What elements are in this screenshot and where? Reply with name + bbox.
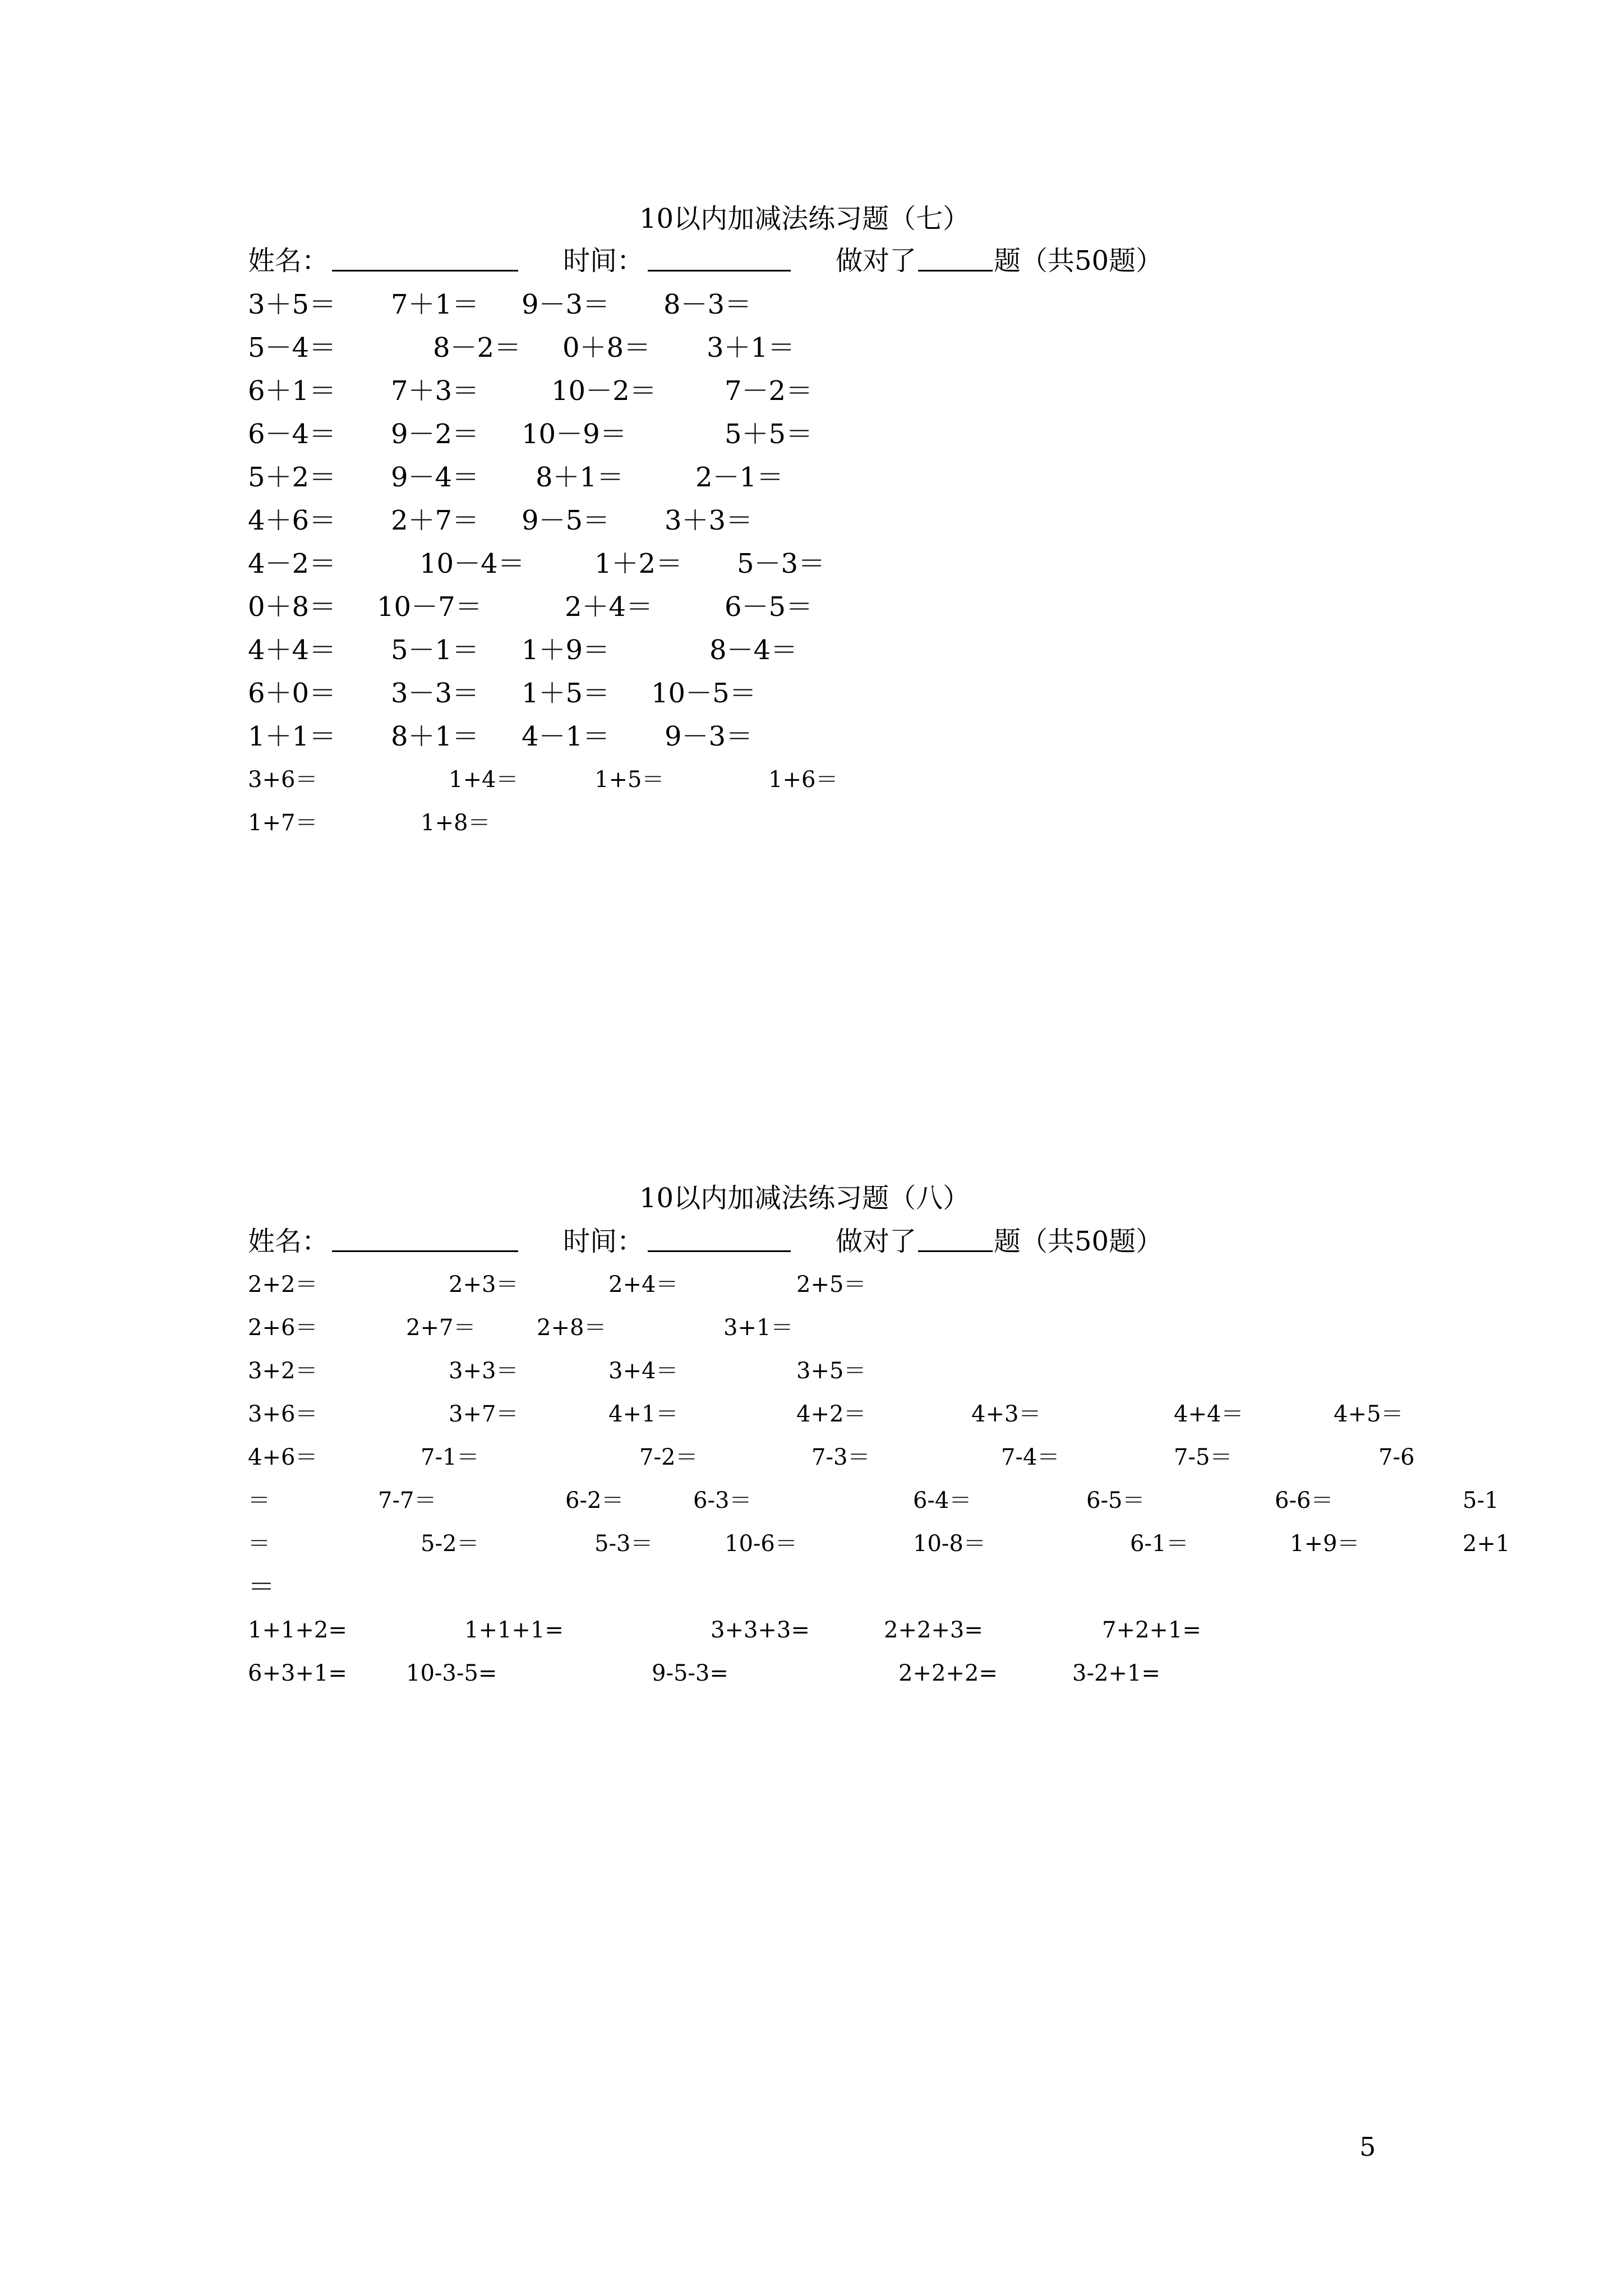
problem-item: 9－4＝ <box>391 462 479 493</box>
problem-item: 4+2＝ <box>796 1401 866 1427</box>
problem-item: 3－3＝ <box>391 678 479 709</box>
time-blank <box>648 1226 791 1259</box>
problem-item: 1＋2＝ <box>594 548 683 579</box>
problem-item: 7－2＝ <box>725 375 813 407</box>
problem-item: 2＋7＝ <box>391 505 479 536</box>
problem-item: ＝ <box>248 1488 270 1513</box>
problem-item: 4－2＝ <box>248 548 336 579</box>
problem-item: 10-8＝ <box>913 1531 986 1557</box>
total-label: 题（共50题） <box>994 245 1163 277</box>
problem-item: 3＋1＝ <box>707 332 795 364</box>
problem-item: 7+2+1= <box>1102 1617 1201 1643</box>
problem-item: 5－1＝ <box>391 634 479 666</box>
problem-item: 1+1+1= <box>464 1617 564 1643</box>
problem-item: 10－4＝ <box>419 548 525 579</box>
problem-item: 4+5＝ <box>1334 1401 1404 1427</box>
problem-item: 9-5-3= <box>652 1660 728 1686</box>
problem-item: 7＋3＝ <box>391 375 479 407</box>
problem-item: 5-1 <box>1463 1488 1499 1513</box>
problem-item: 10－2＝ <box>551 375 657 407</box>
problem-item: 9－2＝ <box>391 418 479 450</box>
problem-item: 3+6＝ <box>248 1401 318 1427</box>
problem-item: 8＋1＝ <box>536 462 624 493</box>
problem-item: 2+5＝ <box>796 1272 866 1297</box>
problem-item: 10－7＝ <box>377 591 482 623</box>
sheet7-title: 10以内加减法练习题（七） <box>639 203 970 234</box>
problem-item: 1+6＝ <box>768 767 838 793</box>
problem-item: 5＋2＝ <box>248 462 336 493</box>
problem-item: 9－5＝ <box>522 505 610 536</box>
problem-item: 5－3＝ <box>737 548 826 579</box>
problem-item: 4+6＝ <box>248 1444 318 1470</box>
time-blank <box>648 245 791 278</box>
problem-item: 0＋8＝ <box>562 332 651 364</box>
problem-item: 10-6＝ <box>725 1531 797 1557</box>
problem-item: 5＋5＝ <box>725 418 813 450</box>
problem-item: 2+2+2= <box>898 1660 998 1686</box>
time-label: 时间： <box>563 245 644 277</box>
problem-item: 6-6＝ <box>1275 1488 1334 1513</box>
problem-item: 4＋4＝ <box>248 634 336 666</box>
problem-item: 1+4＝ <box>449 767 519 793</box>
problem-item: 4+4＝ <box>1174 1401 1244 1427</box>
problem-item: 0＋8＝ <box>248 591 336 623</box>
problem-item: 3＋5＝ <box>248 289 336 320</box>
problem-item: 2+1 <box>1463 1531 1510 1557</box>
page-number: 5 <box>1359 2132 1376 2162</box>
problem-item: 6-5＝ <box>1086 1488 1145 1513</box>
problem-item: 3+6＝ <box>248 767 318 793</box>
problem-item: 1+7＝ <box>248 810 318 836</box>
correct-label: 做对了 <box>836 245 917 277</box>
problem-item: 3+3＝ <box>449 1358 519 1384</box>
problem-item: 4＋6＝ <box>248 505 336 536</box>
problem-item: 10-3-5= <box>406 1660 497 1686</box>
problem-item: 4+3＝ <box>971 1401 1041 1427</box>
correct-blank <box>918 1226 993 1259</box>
problem-item: ＝ <box>248 1571 275 1603</box>
problem-item: 2+4＝ <box>608 1272 679 1297</box>
name-blank <box>332 1226 518 1259</box>
name-label: 姓名： <box>248 245 329 277</box>
sheet8-title: 10以内加减法练习题（八） <box>639 1182 970 1214</box>
problem-item: 10－5＝ <box>651 678 757 709</box>
problem-item: 7-3＝ <box>811 1444 870 1470</box>
problem-item: 3+2＝ <box>248 1358 318 1384</box>
problem-item: ＝ <box>248 1531 270 1557</box>
problem-item: 7＋1＝ <box>391 289 479 320</box>
problem-item: 1+8＝ <box>421 810 491 836</box>
problem-item: 1+1+2= <box>248 1617 347 1643</box>
problem-item: 4－1＝ <box>522 721 610 752</box>
name-blank <box>332 245 518 278</box>
problem-item: 2+3＝ <box>449 1272 519 1297</box>
problem-item: 6＋0＝ <box>248 678 336 709</box>
problem-item: 6＋1＝ <box>248 375 336 407</box>
problem-item: 6+3+1= <box>248 1660 347 1686</box>
problem-item: 7-1＝ <box>421 1444 479 1470</box>
problem-item: 6-4＝ <box>913 1488 972 1513</box>
problem-item: 7-7＝ <box>378 1488 437 1513</box>
correct-blank <box>918 245 993 278</box>
problem-item: 6－5＝ <box>725 591 813 623</box>
problem-item: 7-4＝ <box>1001 1444 1060 1470</box>
problem-item: 3+3+3= <box>711 1617 810 1643</box>
problem-item: 4+1＝ <box>608 1401 679 1427</box>
problem-item: 3＋3＝ <box>665 505 753 536</box>
problem-item: 2－1＝ <box>695 462 784 493</box>
problem-item: 5-2＝ <box>421 1531 479 1557</box>
problem-item: 10－9＝ <box>522 418 627 450</box>
problem-item: 3+1＝ <box>723 1315 794 1341</box>
problem-item: 2+6＝ <box>248 1315 318 1341</box>
problem-item: 2＋4＝ <box>565 591 653 623</box>
problem-item: 2+8＝ <box>537 1315 607 1341</box>
problem-item: 3-2+1= <box>1072 1660 1160 1686</box>
problem-item: 2+7＝ <box>406 1315 476 1341</box>
problem-item: 1+9＝ <box>1290 1531 1360 1557</box>
name-label: 姓名： <box>248 1226 329 1257</box>
problem-item: 8－3＝ <box>663 289 752 320</box>
problem-item: 7-5＝ <box>1174 1444 1233 1470</box>
problem-item: 6－4＝ <box>248 418 336 450</box>
problem-item: 8－4＝ <box>709 634 798 666</box>
total-label: 题（共50题） <box>994 1226 1163 1257</box>
correct-label: 做对了 <box>836 1226 917 1257</box>
problem-item: 1＋1＝ <box>248 721 336 752</box>
problem-item: 1＋9＝ <box>522 634 610 666</box>
problem-item: 5-3＝ <box>594 1531 653 1557</box>
problem-item: 3+5＝ <box>796 1358 866 1384</box>
problem-item: 5－4＝ <box>248 332 336 364</box>
problem-item: 2+2＝ <box>248 1272 318 1297</box>
problem-item: 7-6 <box>1378 1444 1415 1470</box>
problem-item: 9－3＝ <box>522 289 610 320</box>
problem-item: 2+2+3= <box>884 1617 983 1643</box>
problem-item: 3+4＝ <box>608 1358 679 1384</box>
problem-item: 9－3＝ <box>665 721 753 752</box>
problem-item: 7-2＝ <box>639 1444 698 1470</box>
problem-item: 1+5＝ <box>594 767 665 793</box>
problem-item: 8－2＝ <box>433 332 522 364</box>
problem-item: 6-3＝ <box>693 1488 752 1513</box>
problem-item: 8＋1＝ <box>391 721 479 752</box>
time-label: 时间： <box>563 1226 644 1257</box>
problem-item: 6-2＝ <box>565 1488 624 1513</box>
problem-item: 6-1＝ <box>1130 1531 1189 1557</box>
problem-item: 3+7＝ <box>449 1401 519 1427</box>
problem-item: 1＋5＝ <box>522 678 610 709</box>
